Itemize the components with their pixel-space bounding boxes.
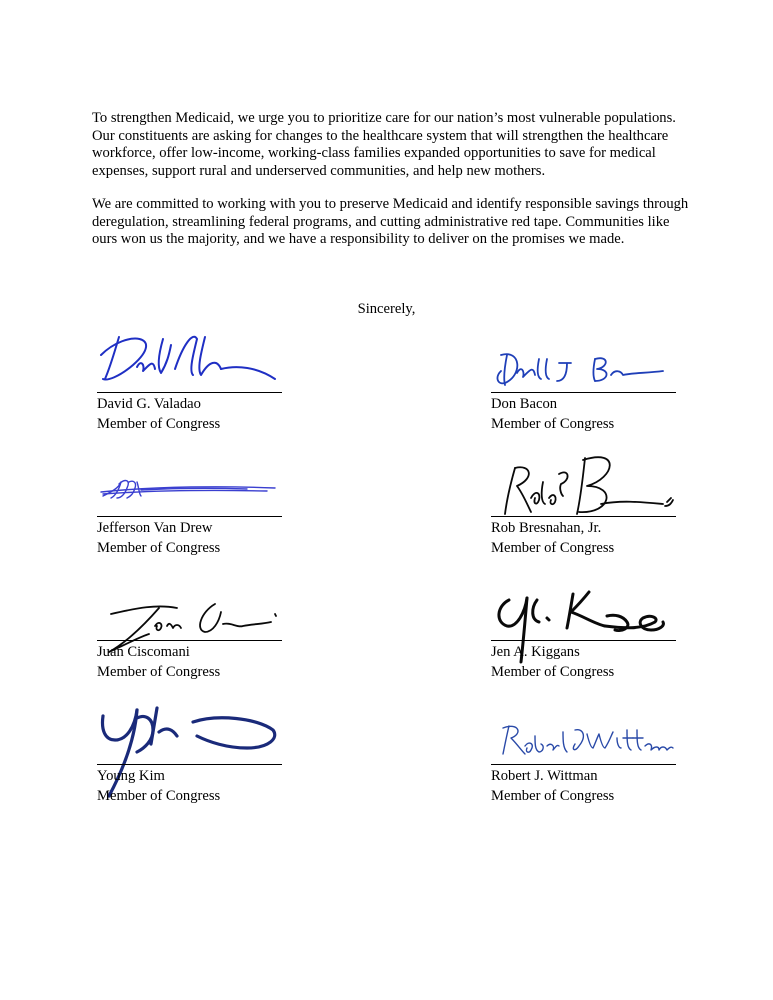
signature-image — [97, 448, 282, 516]
signatory-title: Member of Congress — [97, 416, 221, 432]
signature-image — [97, 325, 282, 391]
signatory-name: David G. Valadao — [97, 396, 201, 412]
signature-image — [491, 448, 676, 516]
signatory-name: Rob Bresnahan, Jr. — [491, 520, 602, 536]
signature-line — [97, 764, 282, 765]
signature-line — [491, 764, 676, 765]
signature-line — [491, 640, 676, 641]
signatory-title: Member of Congress — [491, 540, 615, 556]
signature-line — [491, 392, 676, 393]
signatory-title: Member of Congress — [491, 416, 615, 432]
signatory-name: Robert J. Wittman — [491, 768, 598, 784]
signatory-name: Juan Ciscomani — [97, 644, 190, 660]
signatory-title: Member of Congress — [97, 664, 221, 680]
signature-line — [97, 392, 282, 393]
signature-image — [491, 696, 676, 764]
signatory-title: Member of Congress — [97, 788, 221, 804]
signature-line — [491, 516, 676, 517]
signature-image — [491, 325, 676, 391]
signature-line — [97, 516, 282, 517]
body-paragraph: We are committed to working with you to preserve Medicaid and identify responsible savings through deregulation, streamlining federal programs, and cutting administrative red tape. Communities like ours won us the majority, and we have a responsibility to deliver on the promises we made. — [92, 196, 689, 248]
signatory-name: Jefferson Van Drew — [97, 520, 213, 536]
signature-line — [97, 640, 282, 641]
signatory-name: Don Bacon — [491, 396, 558, 412]
signatory-name: Jen A. Kiggans — [491, 644, 580, 660]
signatory-title: Member of Congress — [97, 540, 221, 556]
closing-salutation: Sincerely, — [357, 301, 416, 317]
signatory-title: Member of Congress — [491, 664, 615, 680]
body-paragraph: To strengthen Medicaid, we urge you to prioritize care for our nation’s most vulnerable populations. Our constituents are asking for changes to the healthcare system that will strengthen the healthcare workforce, offer low-income, working-class families expanded opportunities to save for medical expenses, support rural and underserved communities, and help new mothers. — [92, 110, 676, 179]
signatory-title: Member of Congress — [491, 788, 615, 804]
signatory-name: Young Kim — [97, 768, 165, 784]
